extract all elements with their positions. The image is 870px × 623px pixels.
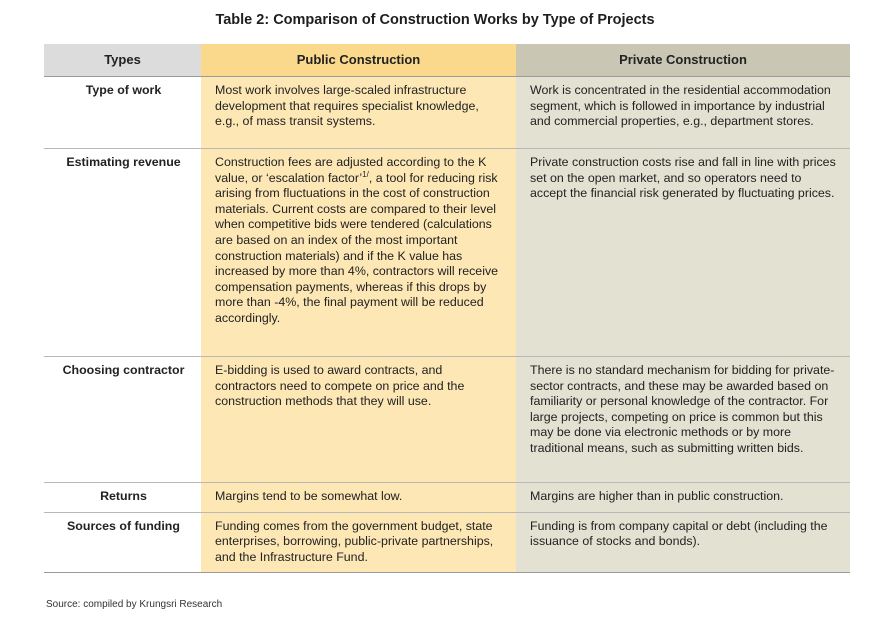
- table-row: [44, 357, 850, 483]
- public-cell: Funding comes from the government budget, state enterprises, borrowing, public-private partnerships, and the Infrastructure Fund.: [201, 512, 516, 573]
- public-cell: Margins tend to be somewhat low.: [201, 483, 516, 513]
- header-public-construction: Public Construction: [201, 44, 516, 77]
- public-cell: Most work involves large-scaled infrastructure development that requires specialist knowledge, e.g., of mass transit systems.: [201, 77, 516, 149]
- public-cell: E-bidding is used to award contracts, and contractors need to compete on price and the construction methods that they will use.: [201, 357, 516, 483]
- footnote-marker: 1/: [362, 169, 369, 179]
- row-type-label: Estimating revenue: [44, 149, 201, 357]
- private-cell: There is no standard mechanism for bidding for private-sector contracts, and these may be awarded based on familiarity or personal knowledge of the contractor. For large projects, competing on price is common but this may be done via electronic methods or by more traditional means, such as submitting written bids.: [516, 357, 850, 483]
- header-private-construction: Private Construction: [516, 44, 850, 77]
- table-row: [44, 483, 850, 513]
- table-row: [44, 512, 850, 573]
- source-note: Source: compiled by Krungsri Research: [46, 599, 223, 610]
- private-cell: Work is concentrated in the residential accommodation segment, which is followed in importance by industrial and commercial properties, e.g., department stores.: [516, 77, 850, 149]
- comparison-table: [44, 44, 850, 573]
- table-title: Table 2: Comparison of Construction Works by Type of Projects: [215, 12, 655, 28]
- row-type-label: Type of work: [44, 77, 201, 149]
- private-cell: Funding is from company capital or debt (including the issuance of stocks and bonds).: [516, 512, 850, 573]
- row-type-label: Returns: [44, 483, 201, 513]
- public-text-start: Construction fees are adjusted according to the K value, or ‘escalation factor’: [215, 155, 487, 185]
- row-type-label: Choosing contractor: [44, 357, 201, 483]
- table-row: [44, 77, 850, 149]
- table-row: [44, 149, 850, 357]
- public-text-end: , a tool for reducing risk arising from fluctuations in the cost of construction materials. Current costs are compared to their level when competitive bids were tendered (calculations are based on an index of the most important construction materials) and if the K value has increased by more than 4%, contractors will receive compensation payments, whereas if this drops by more than -4%, the final payment will be reduced accordingly.: [215, 170, 499, 325]
- row-type-label: Sources of funding: [44, 512, 201, 573]
- public-cell: [201, 149, 516, 357]
- header-types: Types: [44, 44, 201, 77]
- header-row: [44, 44, 850, 77]
- private-cell: Margins are higher than in public construction.: [516, 483, 850, 513]
- private-cell: Private construction costs rise and fall in line with prices set on the open market, and so operators need to accept the financial risk generated by fluctuating prices.: [516, 149, 850, 357]
